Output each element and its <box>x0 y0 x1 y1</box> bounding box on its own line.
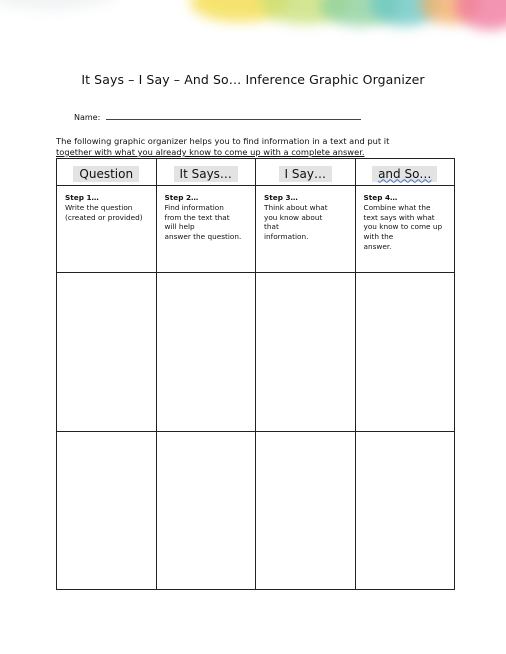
name-blank-line[interactable] <box>106 111 361 120</box>
answer-cell-i-say[interactable] <box>256 432 356 590</box>
page-title: It Says – I Say – And So… Inference Graphic Organizer <box>81 72 425 87</box>
step-1-line: (created or provided) <box>65 212 143 222</box>
intro-line-2: together with what you already know to come up with a complete answer. <box>56 147 365 157</box>
step-cell-1 <box>57 186 157 273</box>
step-2-title: Step 2… <box>164 193 199 202</box>
header-cell-i-say <box>256 159 356 186</box>
graphic-organizer-table <box>56 158 455 590</box>
step-2-line: will help <box>164 222 195 232</box>
watercolor-banner <box>0 0 506 48</box>
step-2-line: from the text that <box>164 212 230 222</box>
answer-cell-and-so[interactable] <box>355 273 455 432</box>
answer-cell-question[interactable] <box>57 273 157 432</box>
step-2-line: answer the question. <box>164 232 242 242</box>
step-3-line: information. <box>264 232 309 242</box>
step-3-line: you know about <box>264 212 323 222</box>
step-3-title: Step 3… <box>264 193 298 202</box>
header-row <box>57 159 455 186</box>
name-field[interactable] <box>74 111 361 122</box>
answer-cell-question[interactable] <box>57 432 157 590</box>
header-cell-it-says <box>156 159 256 186</box>
step-cell-3 <box>256 186 356 273</box>
column-header-it-says: It Says… <box>174 166 238 182</box>
header-cell-question <box>57 159 157 186</box>
column-header-and-so: and So… <box>372 166 437 182</box>
step-1-title: Step 1… <box>65 193 99 202</box>
answer-row-1 <box>57 273 455 432</box>
answer-cell-i-say[interactable] <box>256 273 356 432</box>
intro-line-1: The following graphic organizer helps you to find information in a text and put it <box>56 136 390 146</box>
name-label: Name: <box>74 113 103 122</box>
instructions-row <box>57 186 455 273</box>
answer-cell-it-says[interactable] <box>156 273 256 432</box>
header-cell-and-so <box>355 159 455 186</box>
answer-row-2 <box>57 432 455 590</box>
column-header-i-say: I Say… <box>279 166 332 182</box>
intro-text <box>56 136 456 158</box>
step-1-line: Write the question <box>65 202 133 212</box>
step-4-line: Combine what the <box>363 202 431 212</box>
step-3-line: that <box>264 222 279 232</box>
answer-cell-and-so[interactable] <box>355 432 455 590</box>
step-4-title: Step 4… <box>363 193 398 202</box>
column-header-question: Question <box>73 166 139 182</box>
step-4-line: answer. <box>363 241 392 251</box>
step-2-line: Find information <box>164 202 224 212</box>
step-4-line: with the <box>363 232 394 242</box>
step-cell-4 <box>355 186 455 273</box>
step-cell-2 <box>156 186 256 273</box>
step-4-line: you know to come up <box>363 222 443 232</box>
step-3-line: Think about what <box>264 202 328 212</box>
step-4-line: text says with what <box>363 212 435 222</box>
answer-cell-it-says[interactable] <box>156 432 256 590</box>
